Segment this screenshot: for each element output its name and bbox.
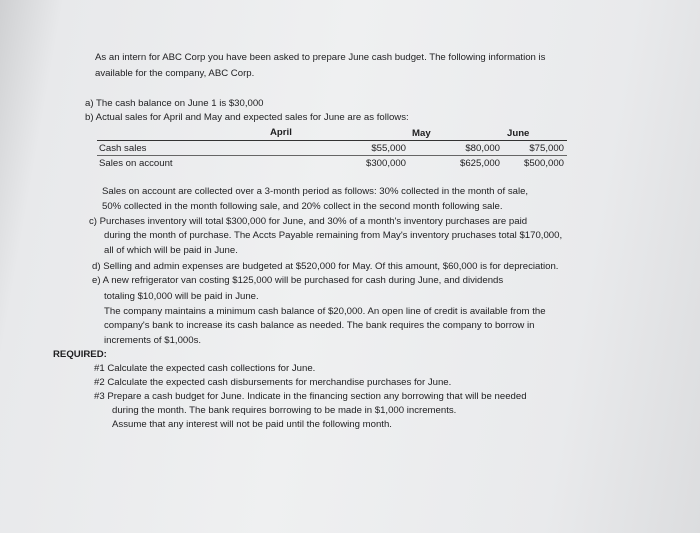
item-c-line-2: during the month of purchase. The Accts Payable remaining from May's inventory pruchases total $170,000, bbox=[104, 230, 563, 241]
header-may: May bbox=[412, 128, 431, 139]
item-c-line-1: c) Purchases inventory will total $300,000 for June, and 30% of a month's inventory purchases are paid bbox=[89, 216, 528, 227]
header-april: April bbox=[270, 127, 292, 138]
required-2: #2 Calculate the expected cash disbursements for merchandise purchases for June. bbox=[94, 377, 452, 388]
row-account-sales-june: $500,000 bbox=[523, 158, 564, 169]
row-cash-sales-may: $80,000 bbox=[465, 143, 500, 154]
row-cash-sales-april: $55,000 bbox=[371, 143, 406, 154]
header-rule bbox=[97, 140, 567, 141]
required-1: #1 Calculate the expected cash collections for June. bbox=[94, 363, 316, 374]
required-3-line-1: #3 Prepare a cash budget for June. Indicate in the financing section any borrowing that will be needed bbox=[94, 391, 527, 402]
required-3-line-2: during the month. The bank requires borrowing to be made in $1,000 increments. bbox=[112, 405, 457, 416]
row-cash-sales-label: Cash sales bbox=[99, 143, 147, 154]
row-account-sales-may: $625,000 bbox=[459, 158, 500, 169]
item-d: d) Selling and admin expenses are budgeted at $520,000 for May. Of this amount, $60,000 is for depreciation. bbox=[92, 261, 559, 272]
intro-line-2: available for the company, ABC Corp. bbox=[95, 68, 255, 79]
minimum-line-3: increments of $1,000s. bbox=[104, 335, 202, 346]
row-account-sales-label: Sales on account bbox=[99, 158, 173, 169]
item-b: b) Actual sales for April and May and expected sales for June are as follows: bbox=[85, 112, 409, 123]
required-3-line-3: Assume that any interest will not be paid until the following month. bbox=[112, 419, 392, 430]
item-c-line-3: all of which will be paid in June. bbox=[104, 245, 238, 256]
minimum-line-2: company's bank to increase its cash balance as needed. The bank requires the company to borrow in bbox=[104, 320, 535, 331]
intro-line-1: As an intern for ABC Corp you have been asked to prepare June cash budget. The following information is bbox=[95, 52, 546, 63]
minimum-line-1: The company maintains a minimum cash balance of $20,000. An open line of credit is available from the bbox=[104, 306, 546, 317]
item-e-line-1: e) A new refrigerator van costing $125,000 will be purchased for cash during June, and dividends bbox=[92, 275, 504, 286]
required-heading: REQUIRED: bbox=[53, 349, 107, 360]
row-rule bbox=[97, 155, 567, 156]
row-account-sales-april: $300,000 bbox=[365, 158, 406, 169]
row-cash-sales-june: $75,000 bbox=[529, 143, 564, 154]
item-e-line-2: totaling $10,000 will be paid in June. bbox=[104, 291, 259, 302]
header-june: June bbox=[507, 128, 530, 139]
item-a: a) The cash balance on June 1 is $30,000 bbox=[85, 98, 264, 109]
collection-line-1: Sales on account are collected over a 3-month period as follows: 30% collected in the month of sale, bbox=[102, 186, 529, 197]
collection-line-2: 50% collected in the month following sale, and 20% collect in the second month following sale. bbox=[102, 201, 503, 212]
